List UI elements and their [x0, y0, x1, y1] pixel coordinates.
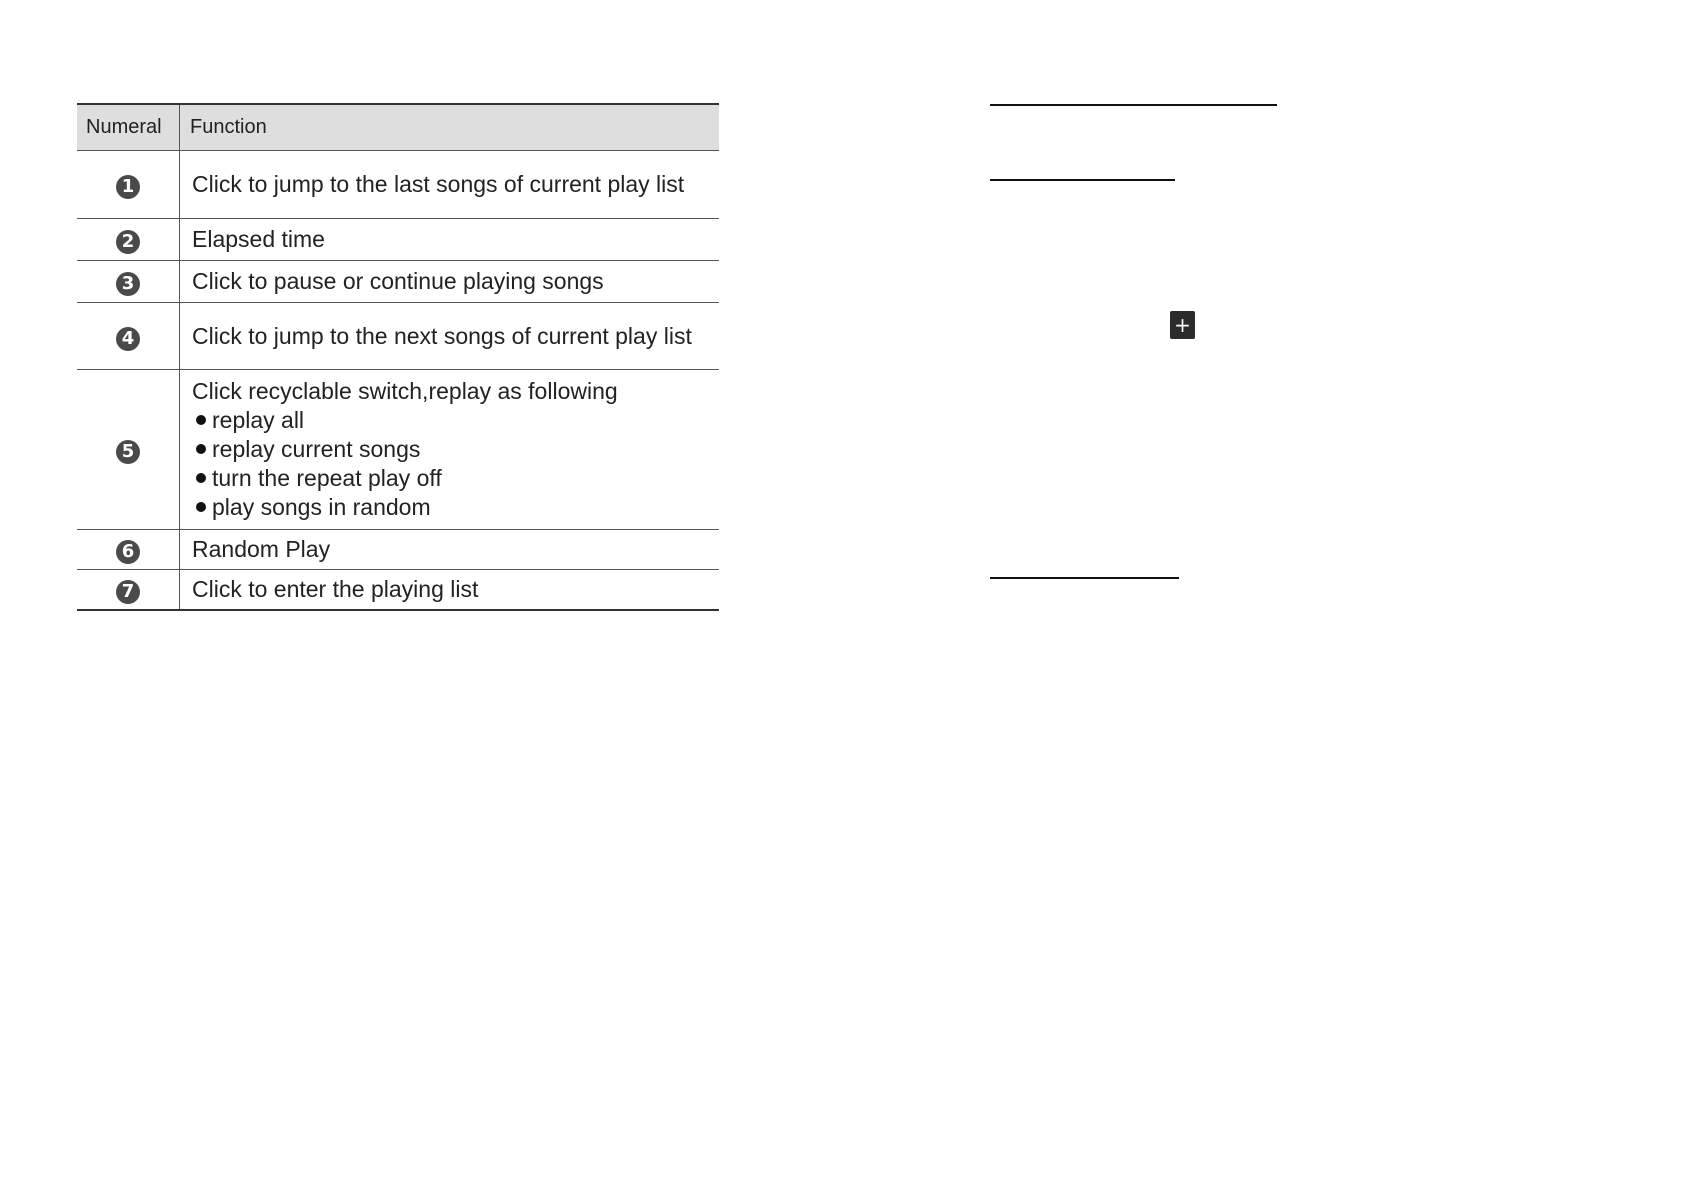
function-text: Click to jump to the next songs of current play list	[192, 322, 692, 349]
numeral-3-icon: 3	[116, 272, 140, 296]
function-text: Click to jump to the last songs of current play list	[192, 171, 685, 197]
function-text: Elapsed time	[192, 226, 325, 252]
divider-line	[990, 577, 1179, 579]
table-row	[77, 570, 719, 611]
function-table	[77, 103, 719, 611]
table-row	[77, 370, 719, 530]
bullet-item: replay current songs	[192, 435, 707, 464]
bullet-icon	[196, 444, 206, 454]
table-row	[77, 219, 719, 261]
function-text: Click to pause or continue playing songs	[192, 268, 604, 294]
bullet-item: replay all	[192, 406, 707, 435]
bullet-icon	[196, 502, 206, 512]
table-header-row	[77, 104, 719, 151]
numeral-5-icon: 5	[116, 440, 140, 464]
plus-icon[interactable]: +	[1170, 311, 1195, 339]
table-row	[77, 530, 719, 570]
bullet-icon	[196, 473, 206, 483]
function-text: Click to enter the playing list	[192, 576, 479, 602]
bullet-icon	[196, 415, 206, 425]
header-function: Function	[180, 104, 720, 151]
bullet-item: turn the repeat play off	[192, 464, 707, 493]
numeral-4-icon: 4	[116, 327, 140, 351]
function-text: Click recyclable switch,replay as following	[192, 378, 618, 404]
table-row	[77, 151, 719, 219]
table-row	[77, 303, 719, 370]
table-row	[77, 261, 719, 303]
numeral-1-icon: 1	[116, 175, 140, 199]
divider-line	[990, 104, 1277, 106]
numeral-7-icon: 7	[116, 580, 140, 604]
numeral-2-icon: 2	[116, 230, 140, 254]
bullet-item: play songs in random	[192, 493, 707, 522]
numeral-6-icon: 6	[116, 540, 140, 564]
header-numeral: Numeral	[77, 104, 180, 151]
divider-line	[990, 179, 1175, 181]
function-text: Random Play	[192, 536, 331, 562]
